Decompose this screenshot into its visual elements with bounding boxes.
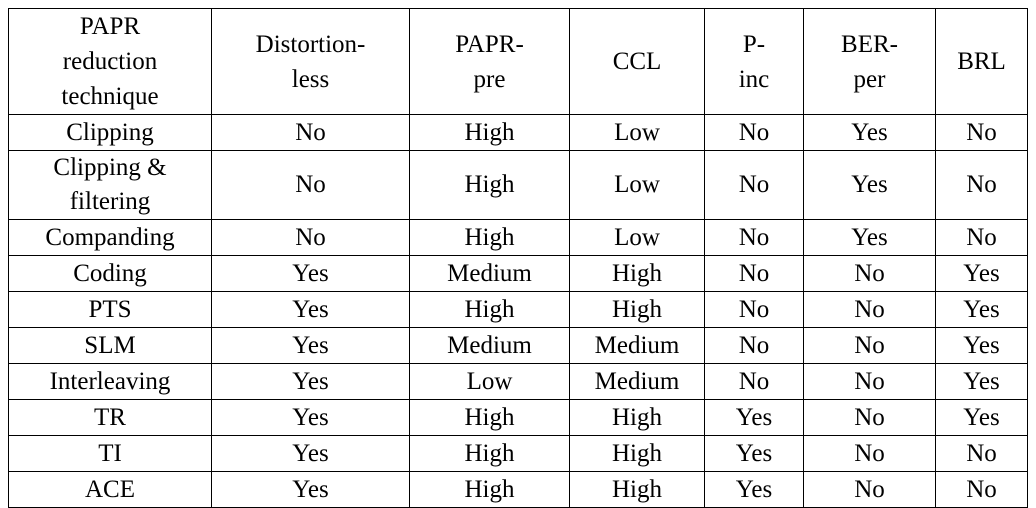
table-cell: No: [705, 292, 804, 328]
table-cell: Medium: [410, 256, 570, 292]
header-papr-pre: PAPR- pre: [410, 9, 570, 115]
technique-cell: Clipping: [9, 115, 212, 151]
table-cell: Low: [570, 151, 705, 220]
technique-cell: SLM: [9, 328, 212, 364]
table-cell: No: [804, 472, 936, 508]
table-cell: High: [570, 292, 705, 328]
table-cell: No: [212, 220, 410, 256]
table-cell: No: [212, 151, 410, 220]
table-cell: Yes: [804, 151, 936, 220]
table-row: [9, 436, 1028, 472]
technique-cell: TI: [9, 436, 212, 472]
table-cell: No: [705, 220, 804, 256]
table-cell: Yes: [936, 364, 1028, 400]
table-cell: No: [804, 328, 936, 364]
table-cell: No: [936, 115, 1028, 151]
table-cell: No: [804, 256, 936, 292]
table-cell: Medium: [570, 328, 705, 364]
table-cell: No: [936, 220, 1028, 256]
technique-cell: Coding: [9, 256, 212, 292]
table-cell: Yes: [936, 256, 1028, 292]
table-cell: Yes: [212, 436, 410, 472]
technique-cell: Clipping & filtering: [9, 151, 212, 220]
table-cell: No: [212, 115, 410, 151]
table-cell: High: [570, 436, 705, 472]
table-cell: Yes: [212, 328, 410, 364]
table-cell: Yes: [936, 328, 1028, 364]
table-row: [9, 115, 1028, 151]
table-row: [9, 256, 1028, 292]
table-cell: High: [410, 472, 570, 508]
table-cell: High: [410, 292, 570, 328]
table-cell: Yes: [936, 292, 1028, 328]
table-row: [9, 151, 1028, 220]
table-cell: High: [410, 151, 570, 220]
table-row: [9, 364, 1028, 400]
table-cell: Low: [570, 220, 705, 256]
table-cell: No: [936, 151, 1028, 220]
table-cell: Yes: [212, 292, 410, 328]
papr-comparison-table: [8, 8, 1028, 508]
table-cell: No: [705, 151, 804, 220]
technique-cell: PTS: [9, 292, 212, 328]
table-cell: No: [705, 328, 804, 364]
table-row: [9, 472, 1028, 508]
table-cell: No: [705, 364, 804, 400]
technique-cell: Companding: [9, 220, 212, 256]
table-cell: High: [410, 220, 570, 256]
table-cell: No: [804, 292, 936, 328]
table-cell: Medium: [410, 328, 570, 364]
table-cell: Yes: [705, 400, 804, 436]
table-cell: No: [936, 436, 1028, 472]
header-technique: PAPR reduction technique: [9, 9, 212, 115]
table-cell: No: [705, 115, 804, 151]
table-cell: Yes: [804, 115, 936, 151]
table-header-row: [9, 9, 1028, 115]
table-cell: Yes: [212, 472, 410, 508]
table-cell: No: [804, 436, 936, 472]
header-ber-per: BER- per: [804, 9, 936, 115]
header-ccl: CCL: [570, 9, 705, 115]
table-cell: No: [804, 364, 936, 400]
table-cell: Yes: [705, 472, 804, 508]
table-cell: High: [570, 472, 705, 508]
table-row: [9, 292, 1028, 328]
table-cell: High: [410, 400, 570, 436]
table-cell: Yes: [705, 436, 804, 472]
table-cell: No: [936, 472, 1028, 508]
table-cell: High: [410, 436, 570, 472]
table-cell: Yes: [212, 364, 410, 400]
technique-cell: TR: [9, 400, 212, 436]
header-distortionless: Distortion- less: [212, 9, 410, 115]
header-p-inc: P- inc: [705, 9, 804, 115]
table-cell: No: [705, 256, 804, 292]
table-cell: Medium: [570, 364, 705, 400]
table-cell: Yes: [212, 400, 410, 436]
table-cell: No: [804, 400, 936, 436]
header-brl: BRL: [936, 9, 1028, 115]
technique-cell: ACE: [9, 472, 212, 508]
technique-cell: Interleaving: [9, 364, 212, 400]
table-cell: Low: [410, 364, 570, 400]
table-row: [9, 400, 1028, 436]
table-cell: Low: [570, 115, 705, 151]
table-cell: High: [570, 400, 705, 436]
table-row: [9, 220, 1028, 256]
table-cell: Yes: [804, 220, 936, 256]
table-cell: High: [410, 115, 570, 151]
table-row: [9, 328, 1028, 364]
table-cell: Yes: [212, 256, 410, 292]
table-cell: Yes: [936, 400, 1028, 436]
table-cell: High: [570, 256, 705, 292]
